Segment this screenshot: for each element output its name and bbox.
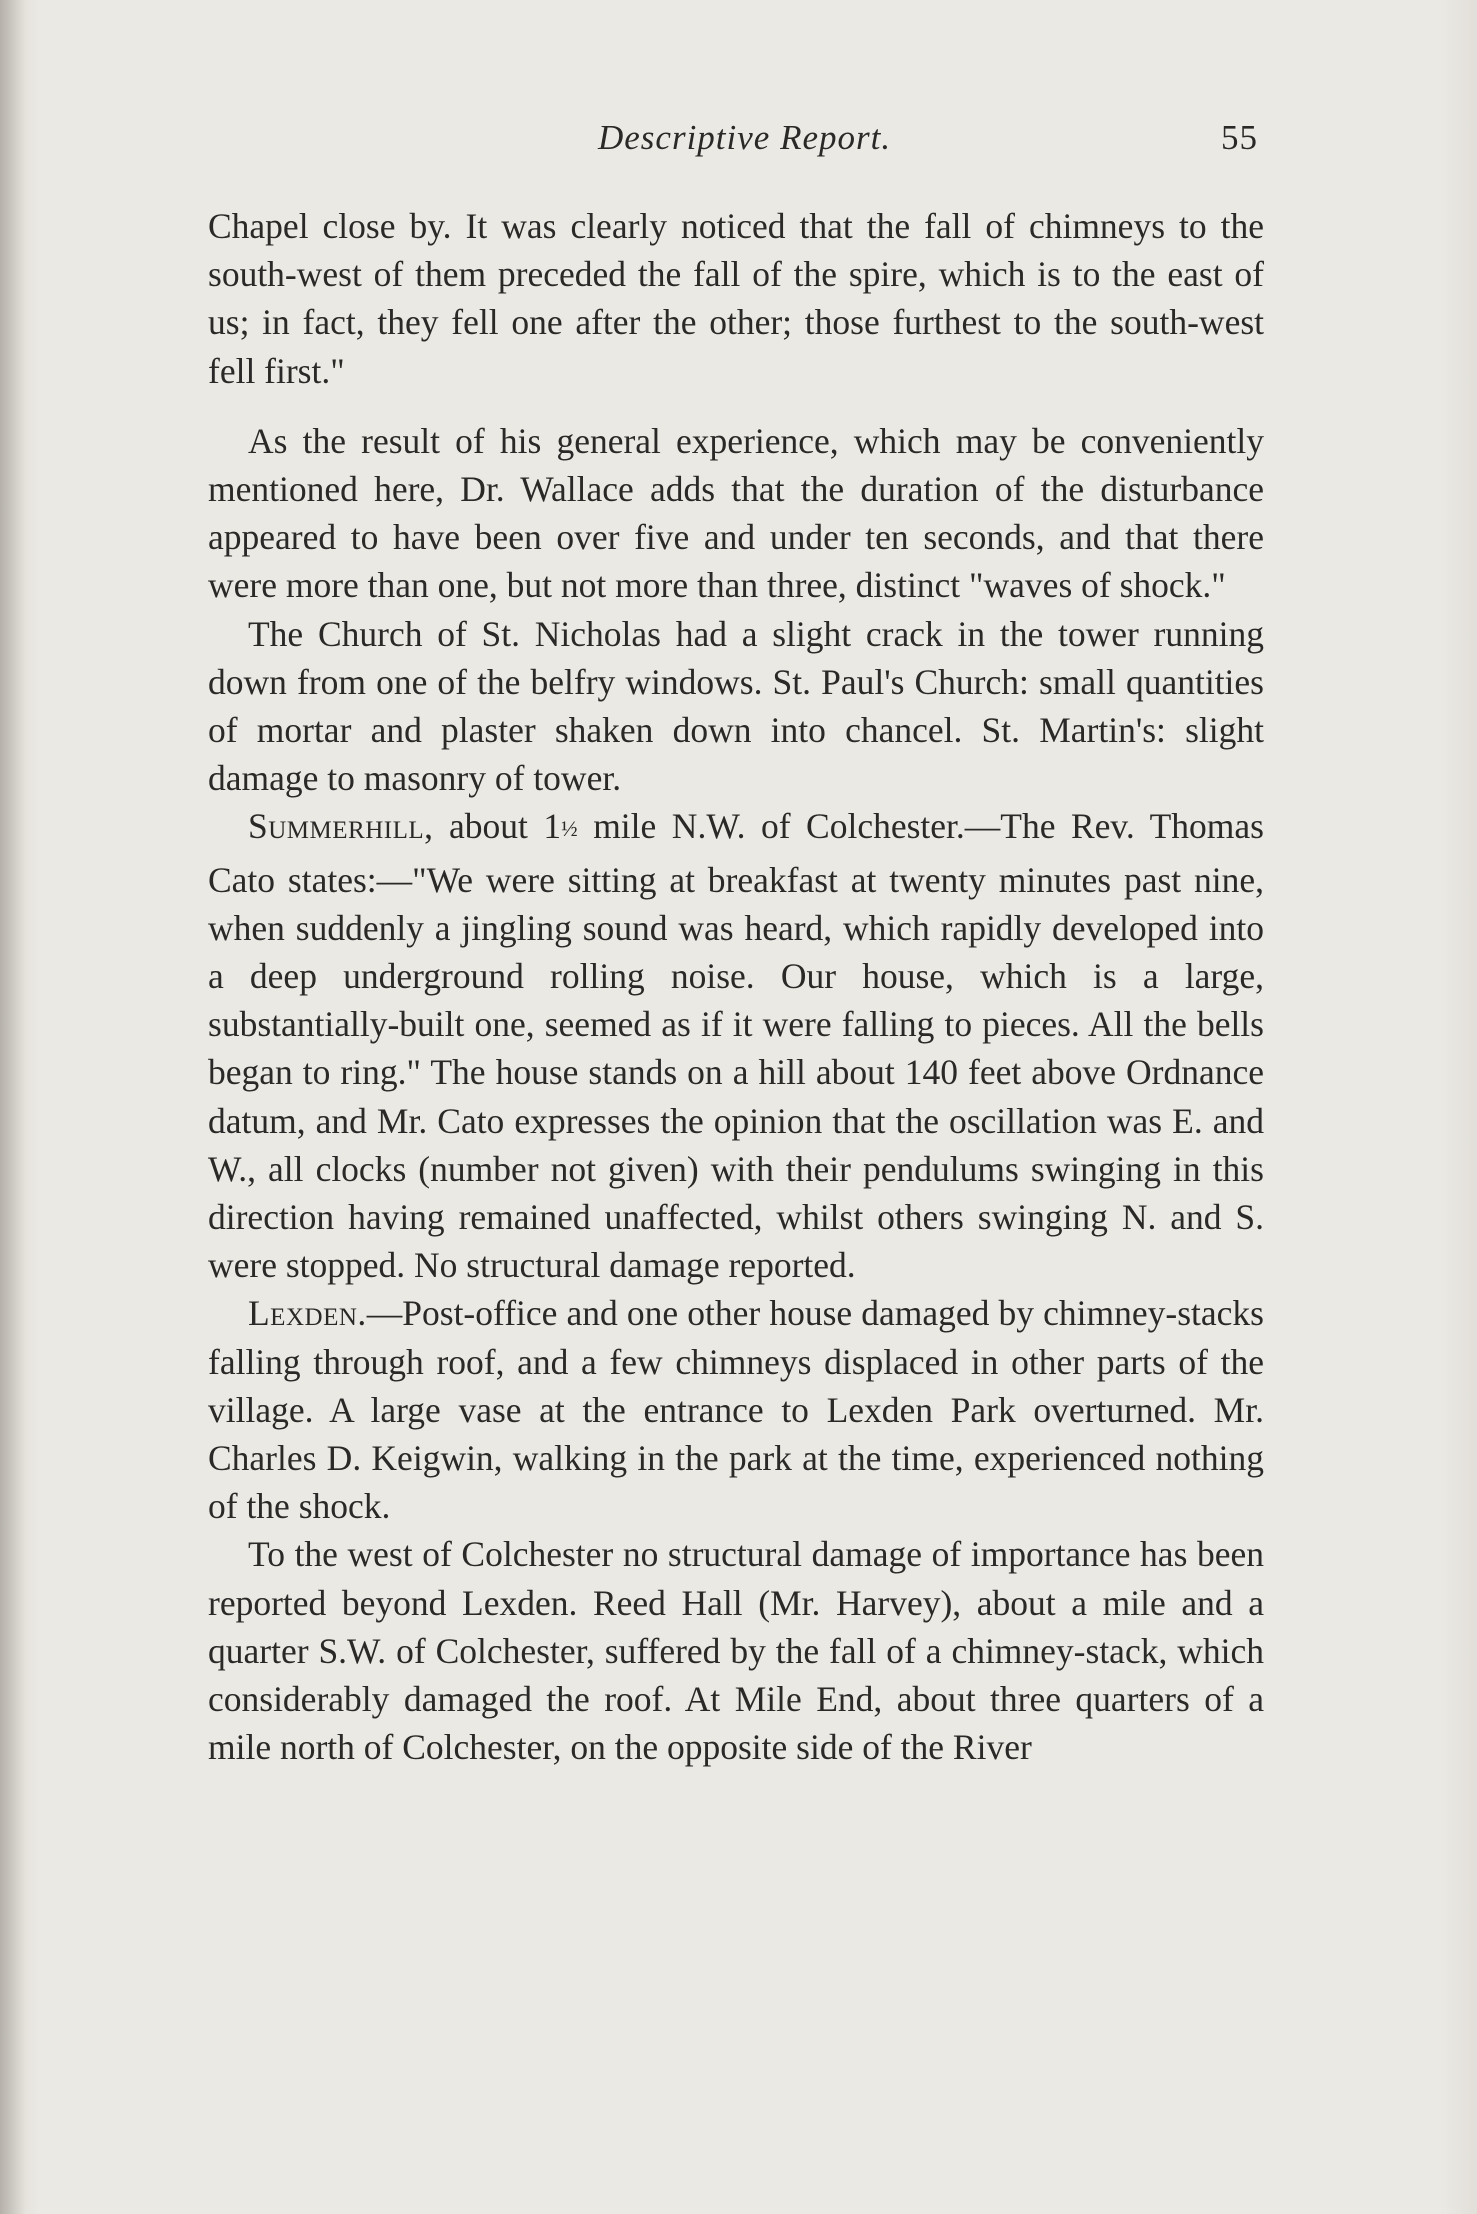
place-name-lexden: Lexden. (248, 1293, 367, 1334)
paragraph-west-of-colchester: To the west of Colchester no structural damage of importance has been reported beyond Lexden. Reed Hall (Mr. Harvey), about a mile and a quarter S.W. of Colchester, suffered by the fall of a chimney-stack, which considerably damaged the roof. At Mile End, about three quarters of a mile north of Colchester, on the opposite side of the River (208, 1534, 1264, 1768)
body-text (208, 202, 1264, 1772)
lexden-text: —Post-office and one other house damaged by chimney-stacks falling through roof, and a few chimneys displaced in other parts of the village. A large vase at the entrance to Lexden Park overturned. Mr. Charles D. Keigwin, walking in the park at the time, experienced nothing of the shock. (208, 1293, 1264, 1527)
running-head (208, 118, 1258, 168)
summerhill-distance-prefix: about 1 (433, 806, 562, 847)
paragraph-summerhill (208, 802, 1264, 1289)
binding-gutter-shadow (0, 0, 26, 2214)
paragraph-wallace: As the result of his general experience, which may be conveniently mentioned here, Dr. Wallace adds that the duration of the disturbance appeared to have been over five and under ten seconds, and that there were more than one, but not more than three, distinct "waves of shock." (208, 420, 1264, 606)
paragraph-churches: The Church of St. Nicholas had a slight crack in the tower running down from one of the belfry windows. St. Paul's Church: small quantities of mortar and plaster shaken down into chancel. St. Martin's: slight damage to masonry of tower. (208, 613, 1264, 799)
place-name-summerhill: Summerhill, (248, 806, 434, 847)
paragraph-lexden (208, 1289, 1264, 1530)
fraction-half: ½ (561, 816, 578, 842)
running-title: Descriptive Report. (598, 118, 892, 157)
page-number: 55 (1221, 118, 1258, 157)
paragraph-continued: Chapel close by. It was clearly noticed that the fall of chimneys to the south-west of them preceded the fall of the spire, which is to the east of us; in fact, they fell one after the other; those furthest to the south-west fell first." (208, 206, 1264, 391)
summerhill-text: mile N.W. of Colchester.—The Rev. Thomas Cato states:—"We were sitting at breakfast at twenty minutes past nine, when suddenly a jingling sound was heard, which rapidly developed into a deep underground rolling noise. Our house, which is a large, substantially-built one, seemed as if it were falling to pieces. All the bells began to ring." The house stands on a hill about 140 feet above Ordnance datum, and Mr. Cato expresses the opinion that the oscillation was E. and W., all clocks (number not given) with their pendulums swinging in this direction having remained unaffected, whilst others swinging N. and S. were stopped. No structural damage reported. (208, 806, 1264, 1286)
